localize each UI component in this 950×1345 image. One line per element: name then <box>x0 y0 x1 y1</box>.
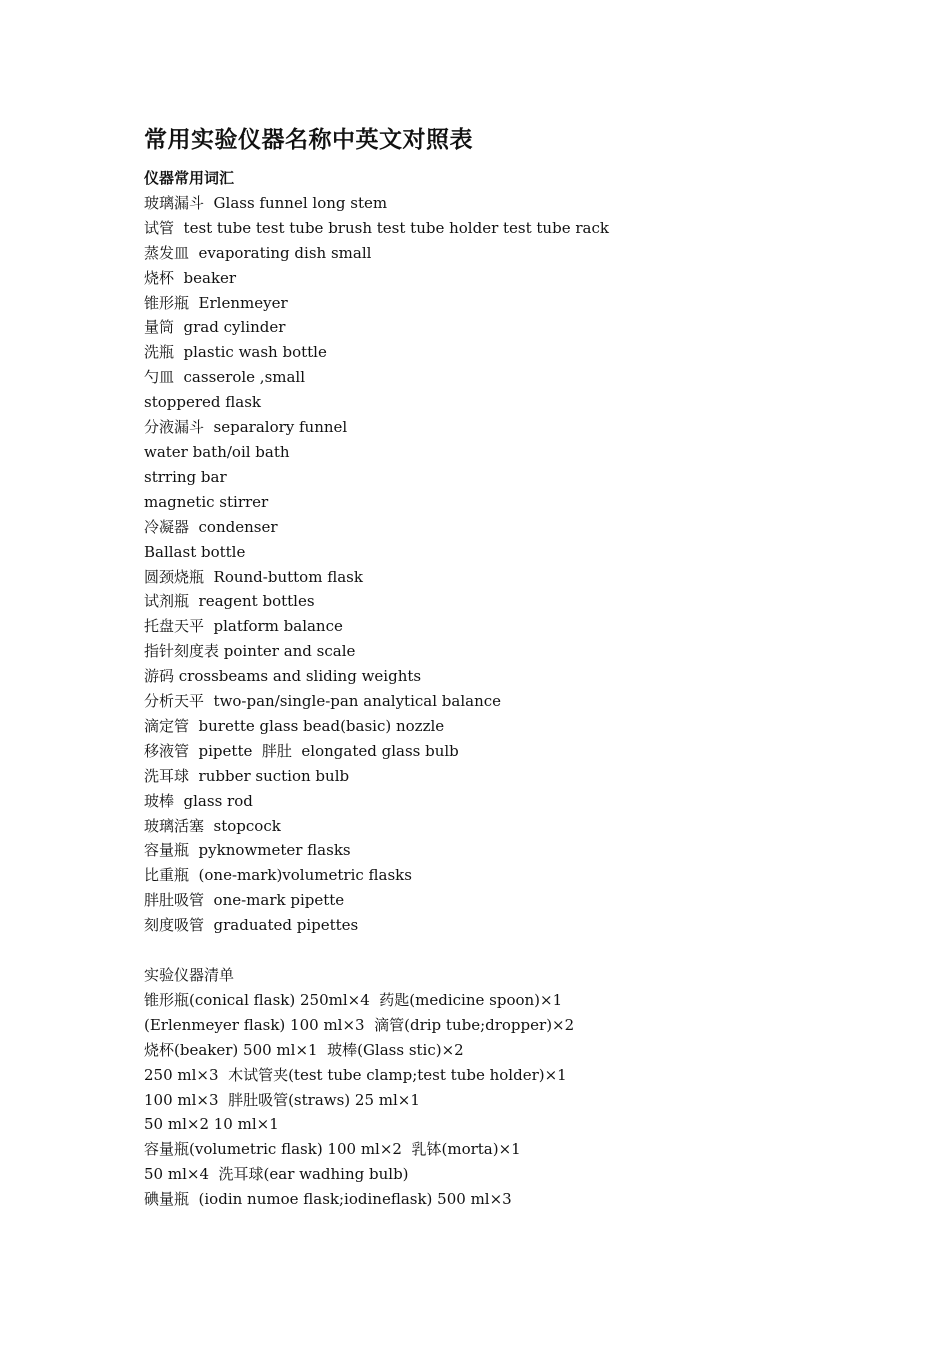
vocab-line: 移液管 pipette 胖肚 elongated glass bulb <box>144 741 459 760</box>
equipment-line: 锥形瓶(conical flask) 250ml×4 药匙(medicine spoon)×1 <box>144 990 563 1009</box>
vocab-line: 指针刻度表 pointer and scale <box>144 642 356 661</box>
equipment-line: 250 ml×3 木试管夹(test tube clamp;test tube holder)×1 <box>144 1065 567 1084</box>
vocab-line: 刻度吸管 graduated pipettes <box>144 916 359 935</box>
vocab-line: 分析天平 two-pan/single-pan analytical balance <box>144 692 502 711</box>
vocab-line: 游码 crossbeams and sliding weights <box>144 667 422 686</box>
vocab-line: Ballast bottle <box>144 542 246 561</box>
vocab-line: 圆颈烧瓶 Round-buttom flask <box>144 567 363 586</box>
equipment-line: 烧杯(beaker) 500 ml×1 玻棒(Glass stic)×2 <box>144 1040 464 1059</box>
vocab-line: 洗耳球 rubber suction bulb <box>144 766 350 785</box>
equipment-line: 100 ml×3 胖肚吸管(straws) 25 ml×1 <box>144 1090 420 1109</box>
document-title: 常用实验仪器名称中英文对照表 <box>144 127 473 153</box>
equipment-line: 容量瓶(volumetric flask) 100 ml×2 乳钵(morta)×1 <box>144 1140 521 1159</box>
vocab-line: 量筒 grad cylinder <box>144 318 286 337</box>
vocab-line: 勺皿 casserole ,small <box>144 368 306 387</box>
vocab-line: 滴定管 burette glass bead(basic) nozzle <box>144 716 445 735</box>
equipment-list-heading: 实验仪器清单 <box>144 965 235 984</box>
vocab-line: 试剂瓶 reagent bottles <box>144 592 315 611</box>
vocab-line: 胖肚吸管 one-mark pipette <box>144 891 345 910</box>
vocab-line: 玻璃漏斗 Glass funnel long stem <box>144 193 388 212</box>
vocab-line: 试管 test tube test tube brush test tube holder test tube rack <box>144 218 609 237</box>
vocab-line: 烧杯 beaker <box>144 268 237 287</box>
equipment-line: 50 ml×4 洗耳球(ear wadhing bulb) <box>144 1165 409 1184</box>
vocab-line: 容量瓶 pyknowmeter flasks <box>144 841 351 860</box>
vocab-line: 锥形瓶 Erlenmeyer <box>144 293 288 312</box>
vocab-line: stoppered flask <box>144 393 261 412</box>
equipment-line: 碘量瓶 (iodin numoe flask;iodineflask) 500 ml×3 <box>144 1190 512 1209</box>
vocab-line: 比重瓶 (one-mark)volumetric flasks <box>144 866 412 885</box>
equipment-line: 50 ml×2 10 ml×1 <box>144 1115 279 1134</box>
vocab-line: magnetic stirrer <box>144 492 269 511</box>
vocab-line: 冷凝器 condenser <box>144 517 278 536</box>
vocab-line: 玻璃活塞 stopcock <box>144 816 281 835</box>
vocab-line: 洗瓶 plastic wash bottle <box>144 343 327 362</box>
vocab-line: 玻棒 glass rod <box>144 791 253 810</box>
vocab-line: strring bar <box>144 467 227 486</box>
vocab-line: water bath/oil bath <box>144 442 290 461</box>
vocab-section-heading: 仪器常用词汇 <box>144 169 235 187</box>
vocab-line: 分液漏斗 separalory funnel <box>144 418 348 437</box>
vocab-line: 蒸发皿 evaporating dish small <box>144 243 372 262</box>
equipment-line: (Erlenmeyer flask) 100 ml×3 滴管(drip tube;dropper)×2 <box>144 1015 575 1034</box>
section-spacer <box>144 938 924 963</box>
vocab-line: 托盘天平 platform balance <box>144 617 343 636</box>
vocab-list <box>144 191 924 938</box>
document-page <box>144 120 924 1212</box>
equipment-list <box>144 988 924 1212</box>
